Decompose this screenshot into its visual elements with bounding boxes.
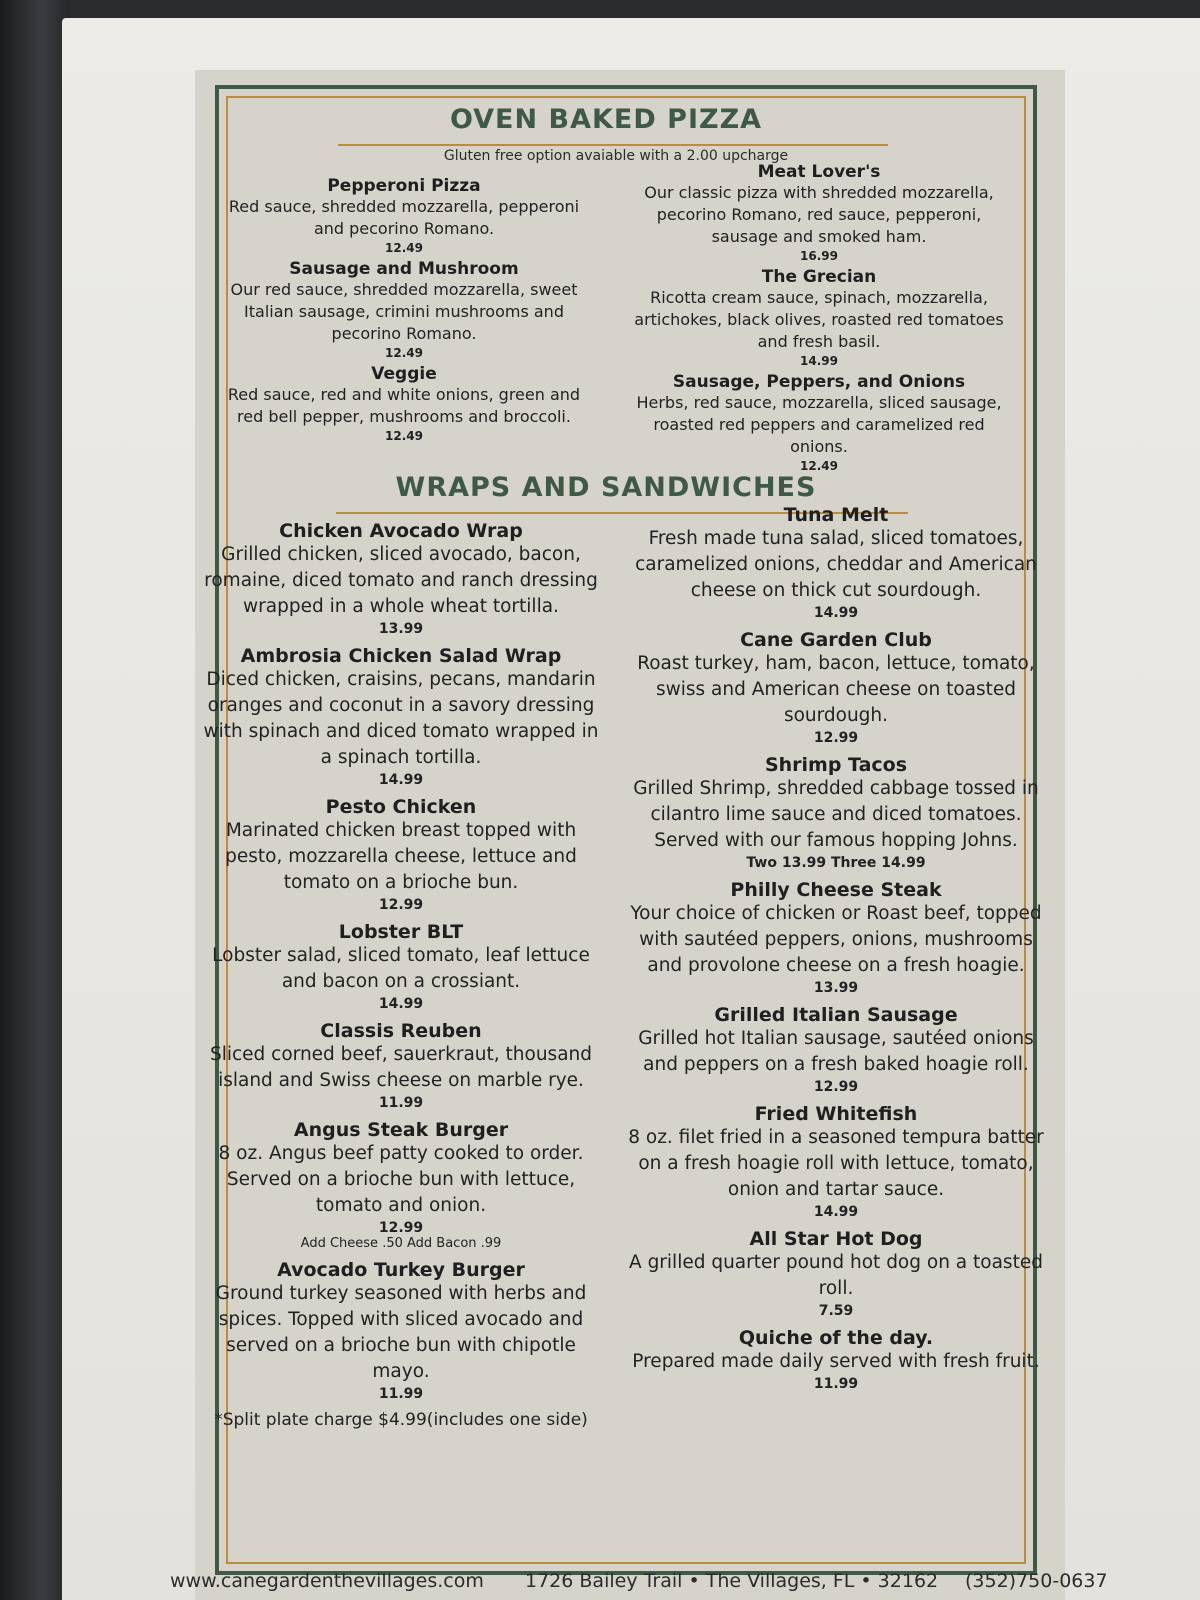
item-desc: A grilled quarter pound hot dog on a toasted roll. [629, 1252, 1043, 1299]
item-desc: Sliced corned beef, sauerkraut, thousand island and Swiss cheese on marble rye. [209, 1044, 593, 1091]
binder-edge [0, 0, 70, 1600]
gluten-free-note: Gluten free option avaiable with a 2.00 upcharge [443, 148, 789, 164]
menu-item [626, 1103, 1046, 1220]
menu-item [626, 1004, 1046, 1095]
item-name: The Grecian [761, 267, 877, 287]
item-name: Chicken Avocado Wrap [279, 520, 523, 542]
item-desc: Your choice of chicken or Roast beef, topped with sautéed peppers, onions, mushrooms and provolone cheese on a fresh hoagie. [630, 903, 1042, 976]
item-desc: 8 oz. filet fried in a seasoned tempura batter on a fresh hoagie roll with lettuce, tomato, onion and tartar sauce. [628, 1127, 1044, 1200]
menu-item [196, 921, 606, 1012]
item-name: Tuna Melt [783, 504, 889, 526]
item-desc: 8 oz. Angus beef patty cooked to order. Served on a brioche bun with lettuce, tomato and onion. [218, 1143, 584, 1216]
menu-item [626, 504, 1046, 621]
split-plate-note: *Split plate charge $4.99(includes one side) [214, 1410, 588, 1430]
item-name: Veggie [371, 364, 437, 384]
item-desc: Herbs, red sauce, mozzarella, sliced sausage, roasted red peppers and caramelized red onions. [636, 393, 1002, 456]
item-price: Two 13.99 Three 14.99 [746, 855, 926, 871]
menu-item [626, 754, 1046, 871]
wraps-right-column [626, 504, 1046, 1400]
item-price: 14.99 [378, 996, 424, 1012]
item-name: Sausage and Mushroom [289, 259, 519, 279]
item-price: 14.99 [378, 772, 424, 788]
item-price: 12.99 [378, 1220, 424, 1236]
item-name: Pepperoni Pizza [327, 176, 481, 196]
item-price: 16.99 [800, 249, 838, 263]
item-price: 12.99 [813, 1079, 859, 1095]
item-price: 11.99 [378, 1386, 424, 1402]
item-desc: Prepared made daily served with fresh fruit. [632, 1351, 1040, 1372]
item-name: Fried Whitefish [754, 1103, 918, 1125]
item-price: 12.99 [813, 730, 859, 746]
item-price: 11.99 [378, 1095, 424, 1111]
item-price: 7.59 [818, 1303, 854, 1319]
item-desc: Marinated chicken breast topped with pesto, mozzarella cheese, lettuce and tomato on a brioche bun. [225, 820, 577, 893]
item-name: Grilled Italian Sausage [714, 1004, 958, 1026]
menu-item [626, 629, 1046, 746]
item-price: 14.99 [813, 1204, 859, 1220]
item-name: Classis Reuben [320, 1020, 482, 1042]
item-name: Meat Lover's [757, 162, 881, 182]
item-desc: Lobster salad, sliced tomato, leaf lettuce and bacon on a crossiant. [212, 945, 590, 992]
item-desc: Our red sauce, shredded mozzarella, sweet Italian sausage, crimini mushrooms and pecorino Romano. [230, 280, 578, 343]
item-price: 12.49 [800, 459, 838, 473]
menu-item [196, 645, 606, 788]
item-name: Quiche of the day. [738, 1327, 934, 1349]
menu-item [624, 372, 1014, 473]
menu-item [626, 1228, 1046, 1319]
pizza-title-rule [338, 144, 888, 146]
item-price: 13.99 [813, 980, 859, 996]
item-desc: Grilled chicken, sliced avocado, bacon, romaine, diced tomato and ranch dressing wrapped in a whole wheat tortilla. [204, 544, 598, 617]
item-name: Cane Garden Club [740, 629, 932, 651]
item-name: All Star Hot Dog [749, 1228, 923, 1250]
item-name: Pesto Chicken [325, 796, 477, 818]
item-desc: Ricotta cream sauce, spinach, mozzarella, artichokes, black olives, roasted red tomatoes and fresh basil. [634, 288, 1004, 351]
item-desc: Grilled Shrimp, shredded cabbage tossed in cilantro lime sauce and diced tomatoes. Served with our famous hopping Johns. [633, 778, 1039, 851]
menu-item [196, 520, 606, 637]
website-link[interactable]: www.canegardenthevillages.com [170, 1570, 484, 1592]
menu-item [626, 1327, 1046, 1392]
menu-item [196, 1259, 606, 1402]
restaurant-phone: (352)750-0637 [965, 1570, 1108, 1592]
menu-item [196, 1020, 606, 1111]
menu-item [624, 267, 1014, 368]
item-price: 14.99 [813, 605, 859, 621]
item-name: Philly Cheese Steak [730, 879, 942, 901]
menu-item [214, 176, 594, 255]
item-price: 12.99 [378, 897, 424, 913]
menu-item [196, 1119, 606, 1251]
menu-content [203, 96, 1044, 1564]
wraps-section-title: WRAPS AND SANDWICHES [395, 472, 817, 503]
item-name: Angus Steak Burger [293, 1119, 509, 1141]
item-name: Lobster BLT [338, 921, 464, 943]
restaurant-address: 1726 Bailey Trail • The Villages, FL • 32162 [525, 1570, 939, 1592]
menu-item [626, 879, 1046, 996]
wraps-left-column [196, 520, 606, 1430]
item-name: Shrimp Tacos [764, 754, 908, 776]
item-name: Sausage, Peppers, and Onions [672, 372, 966, 392]
item-desc: Grilled hot Italian sausage, sautéed onions and peppers on a fresh baked hoagie roll. [638, 1028, 1034, 1075]
item-desc: Ground turkey seasoned with herbs and spices. Topped with sliced avocado and served on a brioche bun with chipotle mayo. [215, 1283, 587, 1382]
item-desc: Red sauce, shredded mozzarella, pepperoni and pecorino Romano. [228, 197, 580, 238]
pizza-right-column [624, 162, 1014, 477]
item-desc: Roast turkey, ham, bacon, lettuce, tomato, swiss and American cheese on toasted sourdough. [637, 653, 1035, 726]
item-desc: Diced chicken, craisins, pecans, mandarin oranges and coconut in a savory dressing with spinach and diced tomato wrapped in a spinach tortilla. [203, 669, 599, 768]
item-price: 12.49 [385, 241, 423, 255]
menu-item [214, 259, 594, 360]
item-desc: Fresh made tuna salad, sliced tomatoes, caramelized onions, cheddar and American cheese on thick cut sourdough. [635, 528, 1037, 601]
menu-footer [170, 1570, 1170, 1600]
item-desc: Our classic pizza with shredded mozzarella, pecorino Romano, red sauce, pepperoni, sausage and smoked ham. [644, 183, 994, 246]
menu-item [196, 796, 606, 913]
item-desc: Red sauce, red and white onions, green and red bell pepper, mushrooms and broccoli. [227, 385, 581, 426]
menu-item [624, 162, 1014, 263]
menu-item [214, 364, 594, 443]
item-addons: Add Cheese .50 Add Bacon .99 [300, 1236, 502, 1251]
item-price: 12.49 [385, 346, 423, 360]
pizza-section-title: OVEN BAKED PIZZA [449, 104, 763, 135]
item-name: Ambrosia Chicken Salad Wrap [240, 645, 562, 667]
item-price: 14.99 [800, 354, 838, 368]
item-name: Avocado Turkey Burger [277, 1259, 525, 1281]
item-price: 13.99 [378, 621, 424, 637]
pizza-left-column [214, 176, 594, 447]
item-price: 12.49 [385, 429, 423, 443]
item-price: 11.99 [813, 1376, 859, 1392]
